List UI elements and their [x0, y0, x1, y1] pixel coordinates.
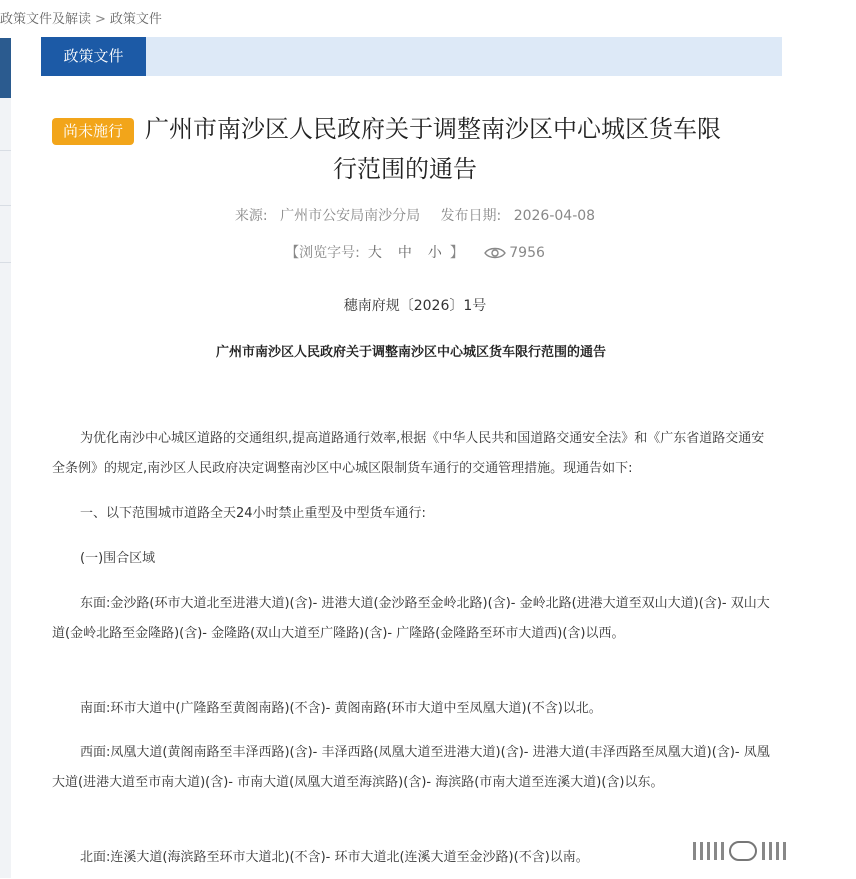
- paragraph-west-boundary: 西面:凤凰大道(黄阁南路至丰泽西路)(含)- 丰泽西路(凤凰大道至进港大道)(含)- 进港大道(丰泽西路至凤凰大道)(含)- 凤凰大道(进港大道至市南大道)(含)- 市南大道(凤凰大道至海滨路)(含)- 海滨路(市南大道至连溪大道)(含)以东。: [52, 745, 770, 790]
- paragraph-east-boundary: 东面:金沙路(环市大道北至进港大道)(含)- 进港大道(金沙路至金岭北路)(含)- 金岭北路(进港大道至双山大道)(含)- 双山大道(金岭北路至金隆路)(含)- 金隆路(双山大道至广隆路)(含)- 广隆路(金隆路至环市大道西)(含)以西。: [52, 596, 770, 641]
- paragraph-north-boundary: 北面:连溪大道(海滨路至环市大道北)(不含)- 环市大道北(连溪大道至金沙路)(不含)以南。: [80, 850, 589, 865]
- eye-icon: [484, 246, 506, 264]
- font-size-suffix: 】: [449, 245, 464, 261]
- publish-date-value: 2026-04-08: [513, 208, 596, 224]
- breadcrumb-link-policy-documents[interactable]: 政策文件: [109, 12, 162, 27]
- paragraph-item-one: 一、以下范围城市道路全天24小时禁止重型及中型货车通行:: [80, 506, 426, 521]
- article-meta: [0, 205, 830, 225]
- source-value: 广州市公安局南沙分局: [280, 208, 421, 224]
- watermark-bubble-icon: [729, 841, 757, 861]
- watermark-bars-icon: [693, 842, 724, 860]
- font-size-small-button[interactable]: 小: [427, 245, 442, 261]
- source-label: 来源:: [234, 208, 268, 224]
- breadcrumb-link-policy-interpretation[interactable]: 政策文件及解读: [0, 12, 92, 27]
- font-size-large-button[interactable]: 大: [367, 245, 382, 261]
- section-header-bar: [41, 37, 782, 76]
- left-sidebar-divider: [0, 150, 11, 151]
- document-number: 穗南府规〔2026〕1号: [343, 298, 487, 314]
- view-count: [484, 245, 545, 261]
- page-title-line-2: 行范围的通告: [333, 155, 477, 183]
- watermark-bars-icon: [762, 842, 786, 860]
- section-tab-policy-documents[interactable]: 政策文件: [41, 37, 146, 76]
- publish-date-label: 发布日期:: [440, 208, 502, 224]
- paragraph-south-boundary: 南面:环市大道中(广隆路至黄阁南路)(不含)- 黄阁南路(环市大道中至凤凰大道)(不含)以北。: [80, 701, 602, 716]
- paragraph-intro: 为优化南沙中心城区道路的交通组织,提高道路通行效率,根据《中华人民共和国道路交通安全法》和《广东省道路交通安全条例》的规定,南沙区人民政府决定调整南沙区中心城区限制货车通行的交通管理措施。现通告如下:: [52, 431, 765, 476]
- document-heading: 广州市南沙区人民政府关于调整南沙区中心城区货车限行范围的通告: [215, 345, 606, 360]
- font-size-controls: [0, 242, 830, 264]
- watermark-logo: [693, 836, 841, 866]
- status-badge: 尚未施行: [52, 118, 134, 145]
- font-size-medium-button[interactable]: 中: [397, 245, 412, 261]
- left-sidebar-active-tab[interactable]: [0, 38, 11, 98]
- paragraph-enclosed-area: (一)围合区域: [80, 551, 156, 566]
- view-count-value: 7956: [509, 245, 545, 261]
- page-title-line-1: 广州市南沙区人民政府关于调整南沙区中心城区货车限: [145, 115, 721, 143]
- left-sidebar-edge: [0, 38, 11, 878]
- page-title: [145, 109, 785, 189]
- breadcrumb: [0, 8, 162, 27]
- breadcrumb-separator: >: [95, 12, 106, 27]
- font-size-prefix: 【浏览字号:: [285, 245, 360, 261]
